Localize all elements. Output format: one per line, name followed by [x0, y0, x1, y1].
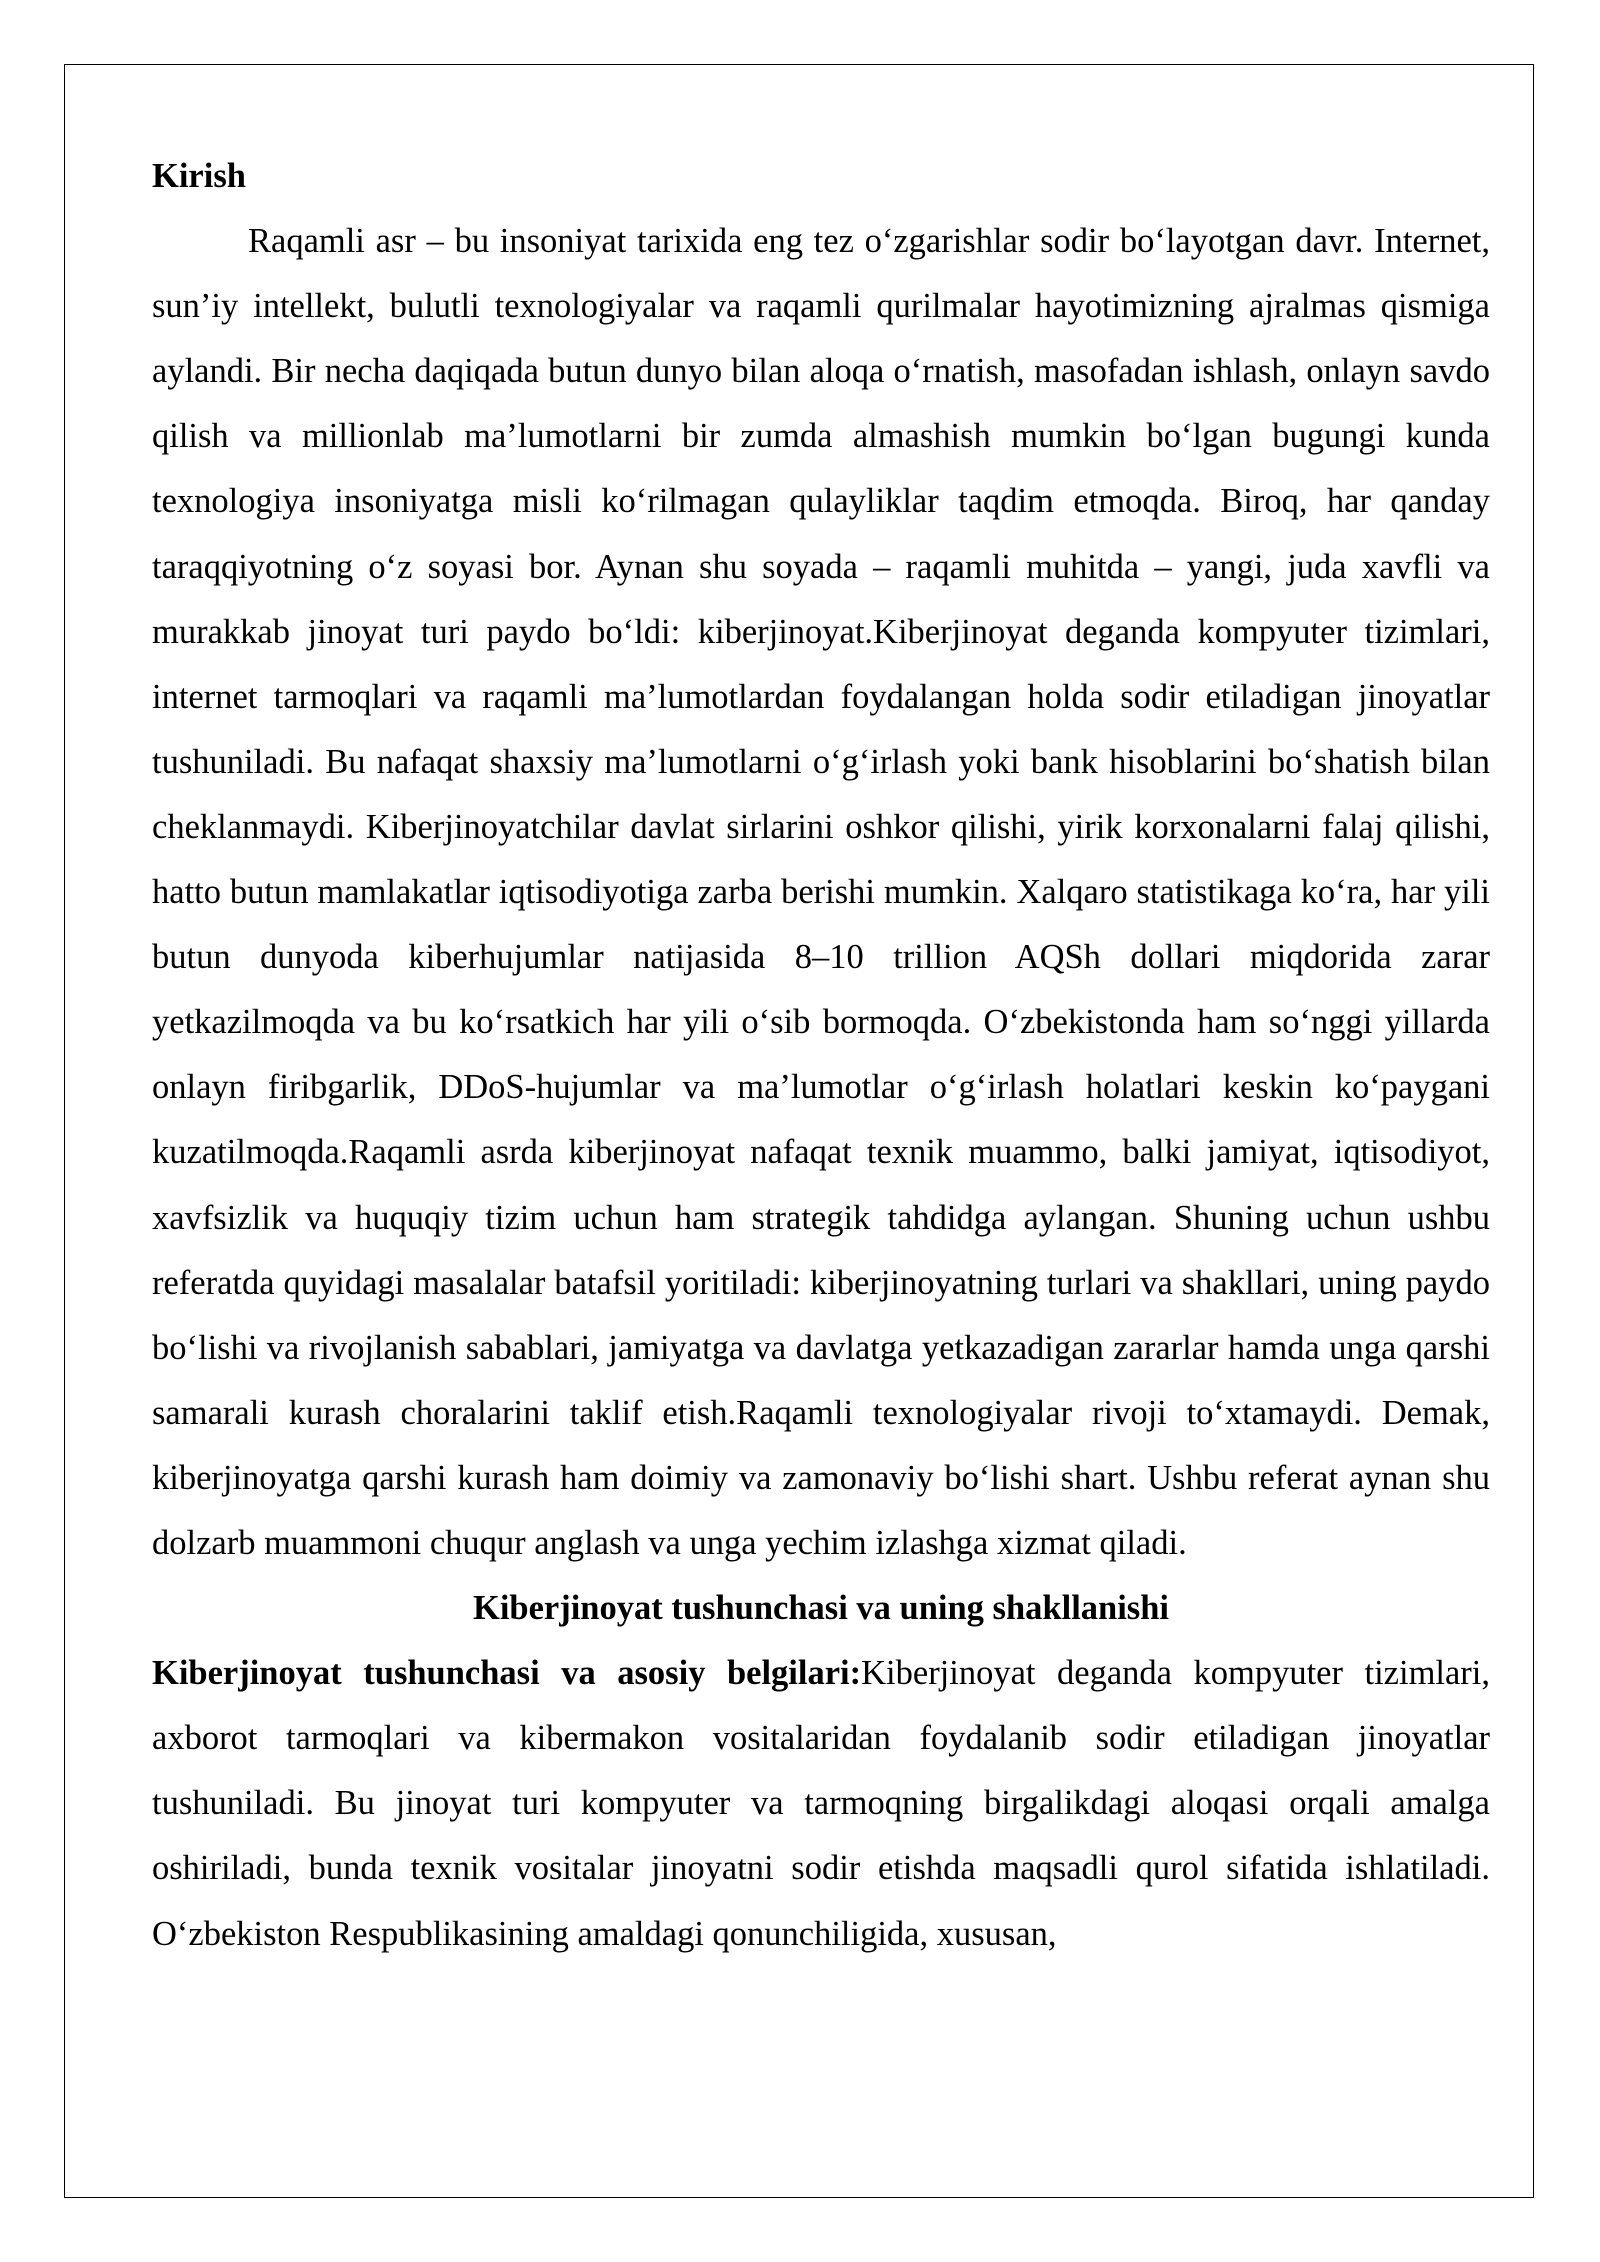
section-heading-kirish: Kirish [152, 157, 246, 195]
section-heading-kiberjinoyat: Kiberjinoyat tushunchasi va uning shakllanishi [473, 1589, 1169, 1628]
definition-subheading: Kiberjinoyat tushunchasi va asosiy belgilari: [152, 1654, 862, 1693]
definition-paragraph [152, 1641, 1490, 1966]
document-body [152, 144, 1490, 1967]
intro-paragraph: Raqamli asr – bu insoniyat tarixida eng tez o‘zgarishlar sodir bo‘layotgan davr. Internet, sun’iy intellekt, bulutli texnologiyalar va raqamli qurilmalar hayotimizning ajralmas qismiga aylandi. Bir necha daqiqada butun dunyo bilan aloqa o‘rnatish, masofadan ishlash, onlayn savdo qilish va millionlab ma’lumotlarni bir zumda almashish mumkin bo‘lgan bugungi kunda texnologiya insoniyatga misli ko‘rilmagan qulayliklar taqdim etmoqda. Biroq, har qanday taraqqiyotning o‘z soyasi bor. Aynan shu soyada – raqamli muhitda – yangi, juda xavfli va murakkab jinoyat turi paydo bo‘ldi: kiberjinoyat.Kiberjinoyat deganda kompyuter tizimlari, internet tarmoqlari va raqamli ma’lumotlardan foydalangan holda sodir etiladigan jinoyatlar tushuniladi. Bu nafaqat shaxsiy ma’lumotlarni o‘g‘irlash yoki bank hisoblarini bo‘shatish bilan cheklanmaydi. Kiberjinoyatchilar davlat sirlarini oshkor qilishi, yirik korxonalarni falaj qilishi, hatto butun mamlakatlar iqtisodiyotiga zarba berishi mumkin. Xalqaro statistikaga ko‘ra, har yili butun dunyoda kiberhujumlar natijasida 8–10 trillion AQSh dollari miqdorida zarar yetkazilmoqda va bu ko‘rsatkich har yili o‘sib bormoqda. O‘zbekistonda ham so‘nggi yillarda onlayn firibgarlik, DDoS-hujumlar va ma’lumotlar o‘g‘irlash holatlari keskin ko‘paygani kuzatilmoqda.Raqamli asrda kiberjinoyat nafaqat texnik muammo, balki jamiyat, iqtisodiyot, xavfsizlik va huquqiy tizim uchun ham strategik tahdidga aylangan. Shuning uchun ushbu referatda quyidagi masalalar batafsil yoritiladi: kiberjinoyatning turlari va shakllari, uning paydo bo‘lishi va rivojlanish sabablari, jamiyatga va davlatga yetkazadigan zararlar hamda unga qarshi samarali kurash choralarini taklif etish.Raqamli texnologiyalar rivoji to‘xtamaydi. Demak, kiberjinoyatga qarshi kurash ham doimiy va zamonaviy bo‘lishi shart. Ushbu referat aynan shu dolzarb muammoni chuqur anglash va unga yechim izlashga xizmat qiladi. [152, 222, 1490, 1562]
definition-text: Kiberjinoyat deganda kompyuter tizimlari, axborot tarmoqlari va kibermakon vositalaridan foydalanib sodir etiladigan jinoyatlar tushuniladi. Bu jinoyat turi kompyuter va tarmoqning birgalikdagi aloqasi orqali amalga oshiriladi, bunda texnik vositalar jinoyatni sodir etishda maqsadli qurol sifatida ishlatiladi. O‘zbekiston Respublikasining amaldagi qonunchiligida, xususan, [152, 1654, 1490, 1953]
